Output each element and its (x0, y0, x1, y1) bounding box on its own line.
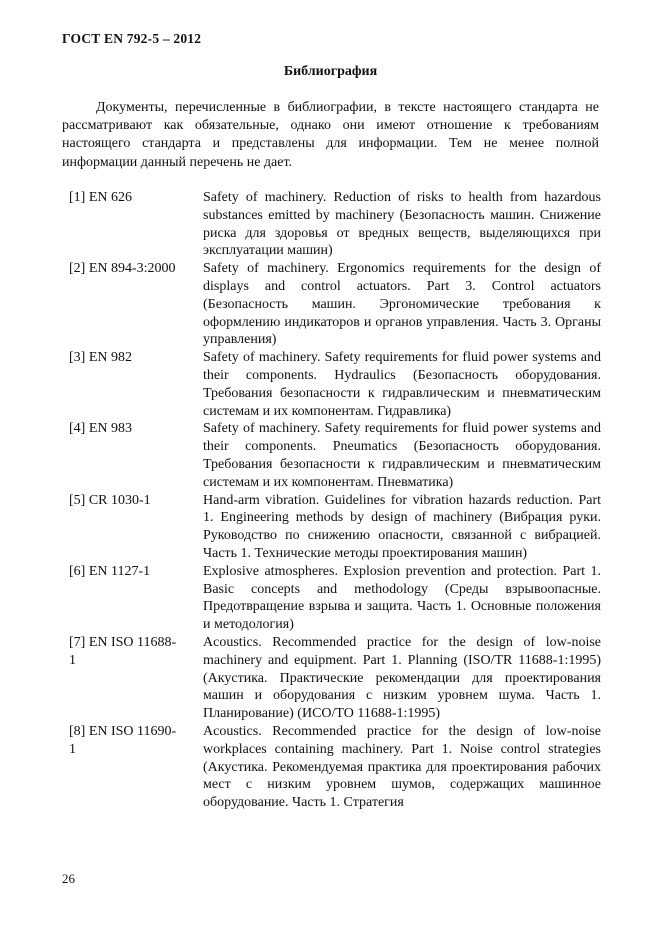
entry-description: Safety of machinery. Reduction of risks to health from hazardous substances emitted by machinery (Безопасность машин. Снижение риска для здоровья от вредных веществ, выделяющихся при эксплуатации машин) (203, 190, 601, 259)
bibliography-entry (62, 634, 601, 723)
entry-reference: [7] EN ISO 11688- 1 (69, 634, 177, 668)
entry-reference: [6] EN 1127-1 (69, 563, 151, 579)
entry-description: Safety of machinery. Safety requirements for fluid power systems and their components. Pneumatics (Безопасность оборудования. Требования безопасности к гидравлическим и пневматическим системам и их компонентам. Пневматика) (203, 421, 601, 490)
entry-reference: [2] EN 894-3:2000 (69, 261, 176, 277)
entry-description: Safety of machinery. Ergonomics requirements for the design of displays and control actuators. Part 3. Control actuators (Безопасность машин. Эргономические требования к оформлению индикаторов и органов управления. Часть 3. Органы управления) (203, 261, 601, 348)
bibliography-entry (62, 189, 601, 260)
bibliography-entry (62, 563, 601, 634)
document-code-header: ГОСТ EN 792-5 – 2012 (62, 31, 202, 46)
page-number: 26 (62, 871, 75, 886)
bibliography-entry (62, 349, 601, 420)
entry-reference: [3] EN 982 (69, 350, 132, 366)
bibliography-entry (62, 723, 601, 812)
entry-description: Explosive atmospheres. Explosion prevention and protection. Part 1. Basic concepts and methodology (Среды взрывоопасные. Предотвращение взрыва и защита. Часть 1. Основные положения и методология) (203, 563, 601, 633)
bibliography-entry (62, 492, 601, 563)
bibliography-entry (62, 260, 601, 349)
entry-description: Safety of machinery. Safety requirements for fluid power systems and their components. Hydraulics (Безопасность оборудования. Требования безопасности к гидравлическим и пневматическим системам и их компонентам. Гидравлика) (203, 350, 601, 419)
entry-description: Acoustics. Recommended practice for the design of low-noise machinery and equipment. Part 1. Planning (ISO/TR 11688-1:1995) (Акустика. Практические рекомендации для проектирования машин и оборудования с низким уровнем шума. Часть 1. Планирование) (ИСО/ТО 11688-1:1995) (203, 634, 601, 722)
entry-description: Hand-arm vibration. Guidelines for vibration hazards reduction. Part 1. Engineering methods by design of machinery (Вибрация руки. Руководство по снижению опасности, связанной с вибрацией. Часть 1. Технические методы проектирования машин) (203, 492, 601, 561)
page-title: Библиография (283, 64, 378, 79)
intro-paragraph: Документы, перечисленные в библиографии, в тексте настоящего стандарта не рассматривают как обязательные, однако они имеют отношение к требованиям настоящего стандарта и представлены для информации. Тем не менее полной информации данный перечень не дает. (62, 100, 599, 170)
bibliography-entry (62, 420, 601, 491)
entry-reference: [4] EN 983 (69, 421, 132, 437)
entry-reference: [8] EN ISO 11690- 1 (69, 723, 177, 757)
entry-reference: [1] EN 626 (69, 190, 132, 205)
bibliography-list (62, 189, 601, 812)
entry-description: Acoustics. Recommended practice for the design of low-noise workplaces containing machinery. Part 1. Noise control strategies (Акустика. Рекомендуемая практика для проектирования рабочих мест с низким уровнем шумов, содержащих машинное оборудование. Часть 1. Стратегия (203, 723, 601, 811)
entry-reference: [5] CR 1030-1 (69, 492, 151, 508)
